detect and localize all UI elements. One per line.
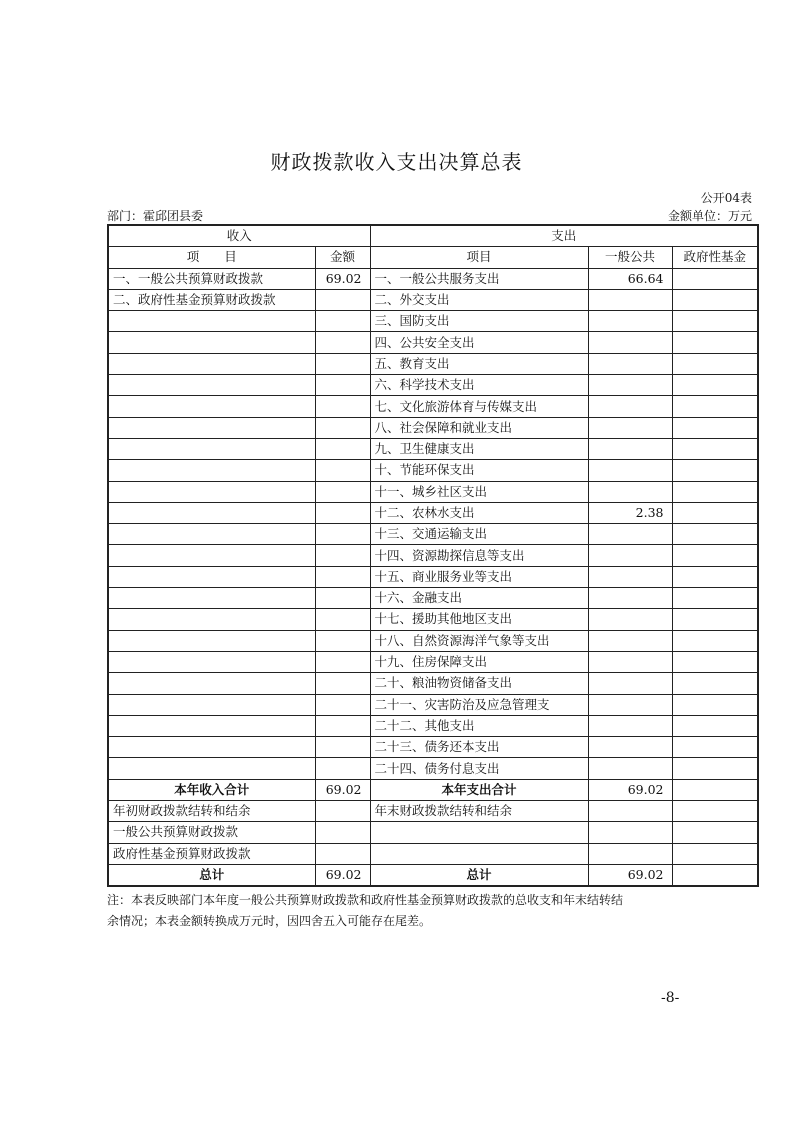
expense-item-cell: 五、教育支出 (370, 353, 588, 374)
carryover-row (108, 843, 758, 864)
income-item-cell (108, 715, 315, 736)
general-budget-cell (588, 332, 672, 353)
income-amount-cell (315, 438, 370, 459)
gov-fund-cell (672, 630, 758, 651)
table-row (108, 268, 758, 289)
expense-item-cell: 二十一、灾害防治及应急管理支 (370, 694, 588, 715)
general-budget-cell (588, 843, 672, 864)
income-amount-cell (315, 396, 370, 417)
general-budget-cell (588, 673, 672, 694)
income-item-cell (108, 481, 315, 502)
gov-fund-cell (672, 673, 758, 694)
expense-item-cell: 二十、粮油物资储备支出 (370, 673, 588, 694)
income-amount-cell (315, 332, 370, 353)
gov-fund-cell (672, 375, 758, 396)
general-budget-cell (588, 524, 672, 545)
gov-fund-cell (672, 715, 758, 736)
gov-fund-cell (672, 801, 758, 822)
expense-total-fund (672, 864, 758, 886)
income-amount-cell (315, 801, 370, 822)
expense-item-cell: 二、外交支出 (370, 289, 588, 310)
income-amount-cell (315, 630, 370, 651)
income-amount-cell (315, 566, 370, 587)
income-amount-cell (315, 481, 370, 502)
expense-item-cell: 九、卫生健康支出 (370, 438, 588, 459)
income-amount-cell (315, 673, 370, 694)
carryover-row (108, 801, 758, 822)
expense-item-cell (370, 843, 588, 864)
expense-item-cell: 十九、住房保障支出 (370, 651, 588, 672)
form-code: 公开04表 (700, 191, 752, 205)
income-item-cell: 年初财政拨款结转和结余 (108, 801, 315, 822)
income-amount-cell (315, 460, 370, 481)
gov-fund-cell (672, 843, 758, 864)
general-budget-cell: 66.64 (588, 268, 672, 289)
general-budget-cell (588, 545, 672, 566)
expense-item-cell: 七、文化旅游体育与传媒支出 (370, 396, 588, 417)
expense-item-cell: 四、公共安全支出 (370, 332, 588, 353)
table-row (108, 588, 758, 609)
income-section-header: 收入 (108, 225, 370, 247)
table-row (108, 630, 758, 651)
income-amount-cell (315, 822, 370, 843)
gov-fund-cell (672, 737, 758, 758)
income-amount-cell (315, 715, 370, 736)
general-budget-cell (588, 353, 672, 374)
department-label: 部门：霍邱团县委 (107, 209, 204, 223)
general-budget-cell (588, 588, 672, 609)
general-budget-cell (588, 417, 672, 438)
general-budget-cell (588, 311, 672, 332)
income-item-cell: 二、政府性基金预算财政拨款 (108, 289, 315, 310)
income-item-cell (108, 737, 315, 758)
gov-fund-cell (672, 311, 758, 332)
income-item-cell (108, 566, 315, 587)
gov-fund-cell (672, 609, 758, 630)
income-item-cell: 一、一般公共预算财政拨款 (108, 268, 315, 289)
income-subtotal-label: 本年收入合计 (108, 779, 315, 800)
gov-fund-cell (672, 268, 758, 289)
expense-item-cell: 八、社会保障和就业支出 (370, 417, 588, 438)
header-row-columns (108, 247, 758, 268)
gov-fund-cell (672, 396, 758, 417)
expense-item-cell: 六、科学技术支出 (370, 375, 588, 396)
header-row-sections (108, 225, 758, 247)
income-item-cell (108, 353, 315, 374)
general-budget-cell (588, 289, 672, 310)
gov-fund-cell (672, 524, 758, 545)
income-amount-cell (315, 375, 370, 396)
gov-fund-cell (672, 545, 758, 566)
expense-item-cell (370, 822, 588, 843)
general-budget-cell (588, 651, 672, 672)
table-row (108, 609, 758, 630)
expense-item-cell: 十四、资源勘探信息等支出 (370, 545, 588, 566)
income-amount-cell (315, 524, 370, 545)
income-amount-cell (315, 609, 370, 630)
table-row (108, 651, 758, 672)
expense-item-cell: 十七、援助其他地区支出 (370, 609, 588, 630)
income-item-cell: 一般公共预算财政拨款 (108, 822, 315, 843)
income-item-cell (108, 673, 315, 694)
general-budget-cell (588, 609, 672, 630)
general-budget-cell: 2.38 (588, 502, 672, 523)
grand-total-row (108, 864, 758, 886)
footnote-line-1: 注：本表反映部门本年度一般公共预算财政拨款和政府性基金预算财政拨款的总收支和年末结转结 (107, 893, 624, 907)
income-item-cell (108, 524, 315, 545)
income-item-cell (108, 758, 315, 779)
expense-item-cell: 十、节能环保支出 (370, 460, 588, 481)
table-row (108, 502, 758, 523)
general-budget-cell (588, 758, 672, 779)
general-budget-cell (588, 460, 672, 481)
income-subtotal-amount: 69.02 (315, 779, 370, 800)
table-row (108, 460, 758, 481)
amount-unit-label: 金额单位：万元 (667, 209, 752, 223)
income-amount-cell (315, 588, 370, 609)
general-budget-cell (588, 822, 672, 843)
income-amount-cell (315, 545, 370, 566)
income-amount-cell (315, 758, 370, 779)
expense-item-cell: 十五、商业服务业等支出 (370, 566, 588, 587)
table-row (108, 396, 758, 417)
expense-subtotal-fund (672, 779, 758, 800)
income-amount-cell (315, 502, 370, 523)
expense-item-header: 项目 (370, 247, 588, 268)
general-budget-cell (588, 396, 672, 417)
income-item-header: 项 目 (108, 247, 315, 268)
expense-item-cell: 十六、金融支出 (370, 588, 588, 609)
expense-total-label: 总计 (370, 864, 588, 886)
table-row (108, 481, 758, 502)
expense-item-cell: 十二、农林水支出 (370, 502, 588, 523)
table-row (108, 715, 758, 736)
expense-subtotal-label: 本年支出合计 (370, 779, 588, 800)
income-item-cell (108, 375, 315, 396)
table-row (108, 438, 758, 459)
income-amount-header: 金额 (315, 247, 370, 268)
gov-fund-cell (672, 694, 758, 715)
table-row (108, 758, 758, 779)
general-budget-cell (588, 801, 672, 822)
gov-fund-cell (672, 289, 758, 310)
table-row (108, 332, 758, 353)
income-item-cell (108, 694, 315, 715)
income-item-cell (108, 545, 315, 566)
income-item-cell (108, 630, 315, 651)
income-amount-cell (315, 843, 370, 864)
income-item-cell (108, 396, 315, 417)
expense-item-cell: 二十四、债务付息支出 (370, 758, 588, 779)
gov-fund-cell (672, 460, 758, 481)
income-item-cell (108, 417, 315, 438)
income-amount-cell (315, 311, 370, 332)
gov-fund-cell (672, 353, 758, 374)
general-budget-cell (588, 375, 672, 396)
expense-section-header: 支出 (370, 225, 758, 247)
expense-item-cell: 二十二、其他支出 (370, 715, 588, 736)
page-title: 财政拨款收入支出决算总表 (270, 150, 523, 174)
gov-fund-cell (672, 438, 758, 459)
general-budget-header: 一般公共 (588, 247, 672, 268)
income-amount-cell (315, 737, 370, 758)
income-amount-cell (315, 289, 370, 310)
table-row (108, 673, 758, 694)
table-row (108, 737, 758, 758)
expense-subtotal-general: 69.02 (588, 779, 672, 800)
general-budget-cell (588, 715, 672, 736)
income-item-cell: 政府性基金预算财政拨款 (108, 843, 315, 864)
expense-item-cell: 十三、交通运输支出 (370, 524, 588, 545)
income-item-cell (108, 502, 315, 523)
gov-fund-cell (672, 588, 758, 609)
income-item-cell (108, 609, 315, 630)
income-total-label: 总计 (108, 864, 315, 886)
income-amount-cell (315, 651, 370, 672)
subtotal-row (108, 779, 758, 800)
income-item-cell (108, 588, 315, 609)
expense-item-cell: 年末财政拨款结转和结余 (370, 801, 588, 822)
gov-fund-header: 政府性基金 (672, 247, 758, 268)
expense-item-cell: 十一、城乡社区支出 (370, 481, 588, 502)
income-item-cell (108, 460, 315, 481)
expense-item-cell: 一、一般公共服务支出 (370, 268, 588, 289)
table-row (108, 566, 758, 587)
table-row (108, 417, 758, 438)
table-row (108, 353, 758, 374)
table-row (108, 545, 758, 566)
general-budget-cell (588, 566, 672, 587)
income-amount-cell (315, 694, 370, 715)
income-item-cell (108, 438, 315, 459)
table-row (108, 524, 758, 545)
table-row (108, 289, 758, 310)
general-budget-cell (588, 630, 672, 651)
gov-fund-cell (672, 332, 758, 353)
income-item-cell (108, 332, 315, 353)
expense-item-cell: 二十三、债务还本支出 (370, 737, 588, 758)
carryover-row (108, 822, 758, 843)
general-budget-cell (588, 438, 672, 459)
income-item-cell (108, 311, 315, 332)
general-budget-cell (588, 737, 672, 758)
gov-fund-cell (672, 417, 758, 438)
gov-fund-cell (672, 822, 758, 843)
expense-total-general: 69.02 (588, 864, 672, 886)
income-amount-cell: 69.02 (315, 268, 370, 289)
table-row (108, 311, 758, 332)
income-amount-cell (315, 417, 370, 438)
gov-fund-cell (672, 566, 758, 587)
footnote (107, 890, 707, 932)
expense-item-cell: 三、国防支出 (370, 311, 588, 332)
income-amount-cell (315, 353, 370, 374)
gov-fund-cell (672, 481, 758, 502)
table-row (108, 694, 758, 715)
general-budget-cell (588, 481, 672, 502)
income-total-amount: 69.02 (315, 864, 370, 886)
table-row (108, 375, 758, 396)
expense-item-cell: 十八、自然资源海洋气象等支出 (370, 630, 588, 651)
footnote-line-2: 余情况；本表金额转换成万元时，因四舍五入可能存在尾差。 (107, 914, 432, 928)
income-item-cell (108, 651, 315, 672)
page-number: -8- (661, 990, 680, 1006)
gov-fund-cell (672, 758, 758, 779)
appropriation-summary-table (107, 224, 759, 887)
gov-fund-cell (672, 651, 758, 672)
general-budget-cell (588, 694, 672, 715)
gov-fund-cell (672, 502, 758, 523)
